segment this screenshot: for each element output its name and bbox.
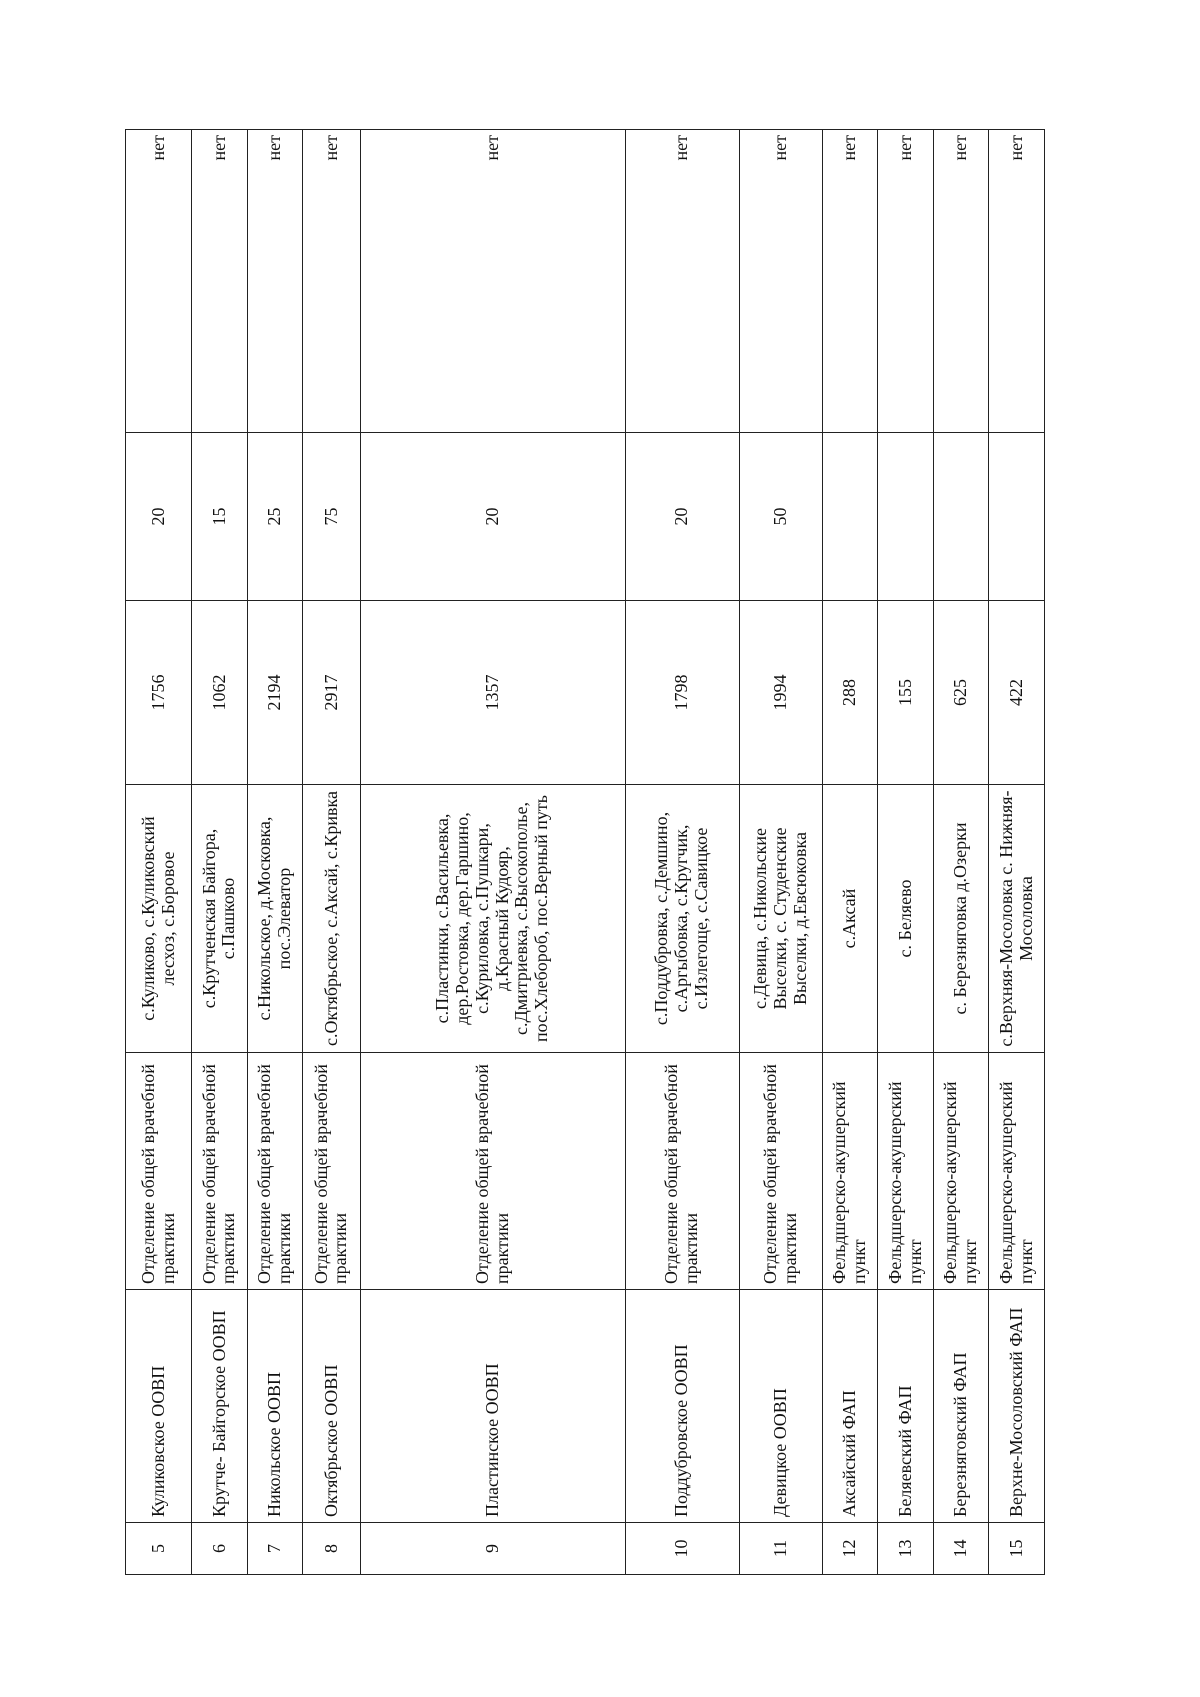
capacity: 20 bbox=[625, 433, 739, 601]
flag-value: нет bbox=[192, 130, 248, 433]
flag-value: нет bbox=[933, 130, 989, 433]
capacity: 15 bbox=[192, 433, 248, 601]
row-number: 13 bbox=[878, 1523, 934, 1575]
row-number: 7 bbox=[247, 1523, 303, 1575]
served-settlements: с.Никольское, д.Московка, пос.Элеватор bbox=[247, 785, 303, 1053]
flag-value: нет bbox=[822, 130, 878, 433]
population: 625 bbox=[933, 601, 989, 785]
table-row bbox=[303, 130, 361, 1575]
facility-name: Куликовское ООВП bbox=[126, 1290, 192, 1523]
row-number: 9 bbox=[360, 1523, 625, 1575]
facility-name: Аксайский ФАП bbox=[822, 1290, 878, 1523]
table-row bbox=[360, 130, 625, 1575]
table-row bbox=[822, 130, 878, 1575]
table-row bbox=[878, 130, 934, 1575]
served-settlements: с.Куликово, с.Куликовский лесхоз, с.Боровое bbox=[126, 785, 192, 1053]
facility-type: Отделение общей врачебной практики bbox=[247, 1053, 303, 1290]
facility-type: Фельдшерско-акушерский пункт bbox=[878, 1053, 934, 1290]
row-number: 15 bbox=[989, 1523, 1045, 1575]
table-row bbox=[625, 130, 739, 1575]
row-number: 10 bbox=[625, 1523, 739, 1575]
capacity bbox=[933, 433, 989, 601]
table-row bbox=[126, 130, 192, 1575]
population: 1357 bbox=[360, 601, 625, 785]
population: 1798 bbox=[625, 601, 739, 785]
facility-type: Фельдшерско-акушерский пункт bbox=[933, 1053, 989, 1290]
capacity: 75 bbox=[303, 433, 361, 601]
table-row bbox=[247, 130, 303, 1575]
facility-name: Пластинское ООВП bbox=[360, 1290, 625, 1523]
flag-value: нет bbox=[247, 130, 303, 433]
served-settlements: с. Березняговка д.Озерки bbox=[933, 785, 989, 1053]
population: 1994 bbox=[739, 601, 822, 785]
served-settlements: с.Пластинки, с.Васильевка, дер.Ростовка, дер.Гаршино, с.Куриловка, с.Пушкари, д.Красный Кудояр, с.Дмитриевка, с.Высокополье, пос.Хлебороб, пос.Верный путь bbox=[360, 785, 625, 1053]
facility-name: Березняговский ФАП bbox=[933, 1290, 989, 1523]
population: 2194 bbox=[247, 601, 303, 785]
population: 422 bbox=[989, 601, 1045, 785]
row-number: 6 bbox=[192, 1523, 248, 1575]
row-number: 14 bbox=[933, 1523, 989, 1575]
facility-name: Поддубровское ООВП bbox=[625, 1290, 739, 1523]
table-row bbox=[989, 130, 1045, 1575]
row-number: 12 bbox=[822, 1523, 878, 1575]
facility-name: Девицкое ООВП bbox=[739, 1290, 822, 1523]
facility-name: Верхне-Мосоловский ФАП bbox=[989, 1290, 1045, 1523]
capacity: 50 bbox=[739, 433, 822, 601]
row-number: 5 bbox=[126, 1523, 192, 1575]
flag-value: нет bbox=[360, 130, 625, 433]
served-settlements: с.Крутченская Байгора, с.Пашково bbox=[192, 785, 248, 1053]
population: 288 bbox=[822, 601, 878, 785]
table-row bbox=[739, 130, 822, 1575]
row-number: 8 bbox=[303, 1523, 361, 1575]
capacity bbox=[878, 433, 934, 601]
flag-value: нет bbox=[126, 130, 192, 433]
capacity: 20 bbox=[126, 433, 192, 601]
flag-value: нет bbox=[303, 130, 361, 433]
flag-value: нет bbox=[739, 130, 822, 433]
capacity: 25 bbox=[247, 433, 303, 601]
facility-type: Отделение общей врачебной практики bbox=[360, 1053, 625, 1290]
served-settlements: с.Девица, с.Никольские Выселки, с. Студенские Выселки, д.Евсюковка bbox=[739, 785, 822, 1053]
facility-type: Фельдшерско-акушерский пункт bbox=[822, 1053, 878, 1290]
served-settlements: с. Беляево bbox=[878, 785, 934, 1053]
facility-name: Беляевский ФАП bbox=[878, 1290, 934, 1523]
facility-name: Крутче- Байгорское ООВП bbox=[192, 1290, 248, 1523]
facility-type: Отделение общей врачебной практики bbox=[625, 1053, 739, 1290]
population: 1062 bbox=[192, 601, 248, 785]
table-row bbox=[933, 130, 989, 1575]
facility-name: Никольское ООВП bbox=[247, 1290, 303, 1523]
served-settlements: с.Верхняя-Мосоловка с. Нижняя-Мосоловка bbox=[989, 785, 1045, 1053]
capacity: 20 bbox=[360, 433, 625, 601]
table-row bbox=[192, 130, 248, 1575]
facility-type: Отделение общей врачебной практики bbox=[303, 1053, 361, 1290]
row-number: 11 bbox=[739, 1523, 822, 1575]
served-settlements: с.Аксай bbox=[822, 785, 878, 1053]
flag-value: нет bbox=[989, 130, 1045, 433]
population: 1756 bbox=[126, 601, 192, 785]
flag-value: нет bbox=[878, 130, 934, 433]
served-settlements: с.Поддубровка, с.Демшино, с.Аргыбовка, с.Кругчик, с.Излегоще, с.Савицкое bbox=[625, 785, 739, 1053]
facility-name: Октябрьское ООВП bbox=[303, 1290, 361, 1523]
capacity bbox=[989, 433, 1045, 601]
served-settlements: с.Октябрьское, с.Аксай, с.Кривка bbox=[303, 785, 361, 1053]
facility-type: Отделение общей врачебной практики bbox=[126, 1053, 192, 1290]
flag-value: нет bbox=[625, 130, 739, 433]
capacity bbox=[822, 433, 878, 601]
population: 155 bbox=[878, 601, 934, 785]
facility-type: Отделение общей врачебной практики bbox=[739, 1053, 822, 1290]
population: 2917 bbox=[303, 601, 361, 785]
facility-type: Отделение общей врачебной практики bbox=[192, 1053, 248, 1290]
facilities-table bbox=[125, 129, 1045, 1575]
facility-type: Фельдшерско-акушерский пункт bbox=[989, 1053, 1045, 1290]
